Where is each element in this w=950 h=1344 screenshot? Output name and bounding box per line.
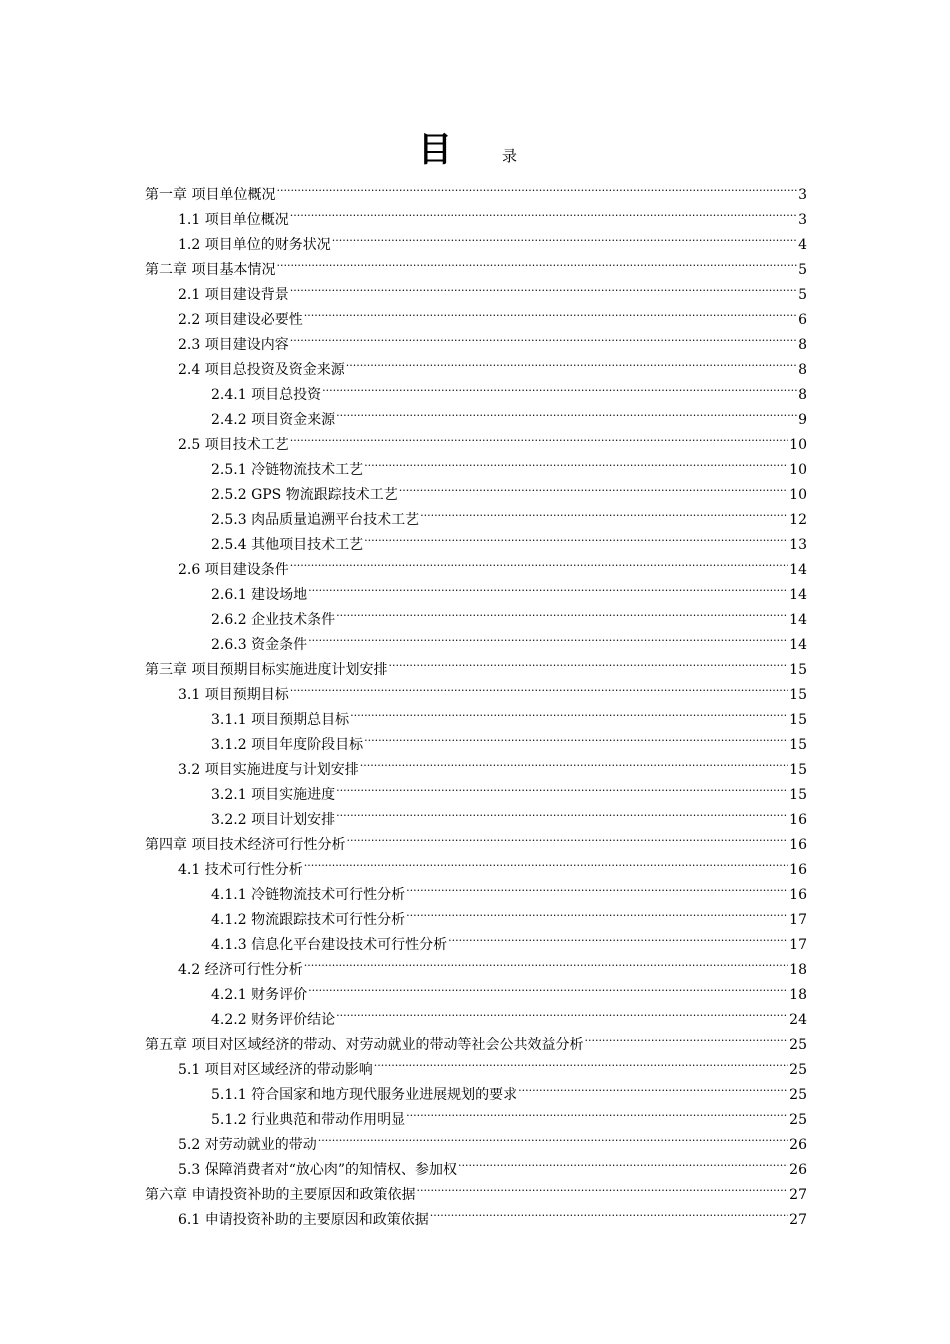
toc-entry-page-number: 16 (789, 862, 807, 878)
toc-entry-page-number: 10 (789, 437, 807, 453)
toc-entry-title: 5.3 保障消费者对“放心肉”的知情权、参加权 (178, 1162, 458, 1178)
toc-entry-title: 2.1 项目建设背景 (178, 287, 289, 303)
toc-entry-title: 2.2 项目建设必要性 (178, 312, 303, 328)
toc-entry-page-number: 26 (789, 1162, 807, 1178)
toc-entry-page-number: 8 (798, 337, 807, 353)
toc-dot-leader (336, 399, 797, 424)
toc-entry-page-number: 25 (789, 1037, 807, 1053)
toc-entry-title: 2.6 项目建设条件 (178, 562, 289, 578)
toc-entry-title: 1.2 项目单位的财务状况 (178, 237, 331, 253)
toc-entry-page-number: 14 (789, 562, 807, 578)
toc-heading-main: 目 (418, 130, 452, 170)
toc-entry-title: 2.4.1 项目总投资 (211, 387, 322, 403)
toc-entry-page-number: 15 (789, 712, 807, 728)
toc-dot-leader (304, 299, 797, 324)
toc-dot-leader (406, 1099, 788, 1124)
toc-dot-leader (318, 1124, 788, 1149)
toc-entry-page-number: 16 (789, 812, 807, 828)
toc-dot-leader (406, 874, 788, 899)
toc-entry-title: 3.1 项目预期目标 (178, 687, 289, 703)
toc-entry-title: 4.1.2 物流跟踪技术可行性分析 (211, 912, 406, 928)
toc-entry-title: 2.4.2 项目资金来源 (211, 412, 336, 428)
toc-entry-title: 5.1 项目对区域经济的带动影响 (178, 1062, 373, 1078)
toc-entry-title: 3.2 项目实施进度与计划安排 (178, 762, 359, 778)
toc-entry-page-number: 17 (789, 937, 807, 953)
toc-entry-page-number: 16 (789, 837, 807, 853)
toc-entry-title: 第二章 项目基本情况 (145, 262, 276, 278)
toc-entry-page-number: 18 (789, 987, 807, 1003)
toc-dot-leader (448, 924, 788, 949)
table-of-contents (145, 174, 807, 1228)
toc-entry-page-number: 14 (789, 637, 807, 653)
toc-entry-title: 4.2.1 财务评价 (211, 987, 308, 1003)
toc-dot-leader (458, 1149, 788, 1174)
toc-dot-leader (388, 649, 788, 674)
toc-entry-page-number: 25 (789, 1112, 807, 1128)
toc-entry-title: 3.2.1 项目实施进度 (211, 787, 336, 803)
toc-dot-leader (290, 274, 797, 299)
toc-dot-leader (420, 499, 788, 524)
toc-entry-page-number: 15 (789, 787, 807, 803)
toc-entry-title: 4.2.2 财务评价结论 (211, 1012, 336, 1028)
toc-entry-page-number: 27 (789, 1187, 807, 1203)
toc-entry-title: 3.2.2 项目计划安排 (211, 812, 336, 828)
toc-entry-title: 3.1.2 项目年度阶段目标 (211, 737, 364, 753)
toc-entry-title: 5.1.1 符合国家和地方现代服务业进展规划的要求 (211, 1087, 518, 1103)
toc-entry-page-number: 3 (798, 212, 807, 228)
toc-entry-title: 2.6.2 企业技术条件 (211, 612, 336, 628)
toc-entry-title: 2.5.1 冷链物流技术工艺 (211, 462, 364, 478)
toc-dot-leader (430, 1199, 788, 1224)
toc-dot-leader (308, 974, 788, 999)
toc-dot-leader (364, 449, 788, 474)
toc-dot-leader (374, 1049, 788, 1074)
toc-dot-leader (360, 749, 788, 774)
toc-entry-page-number: 25 (789, 1062, 807, 1078)
toc-entry-page-number: 27 (789, 1212, 807, 1228)
toc-entry-page-number: 16 (789, 887, 807, 903)
toc-entry-page-number: 18 (789, 962, 807, 978)
toc-entry-title: 2.4 项目总投资及资金来源 (178, 362, 345, 378)
toc-entry-page-number: 5 (798, 262, 807, 278)
toc-entry-page-number: 9 (798, 412, 807, 428)
toc-entry-title: 2.5 项目技术工艺 (178, 437, 289, 453)
toc-entry-page-number: 17 (789, 912, 807, 928)
toc-entry-page-number: 24 (789, 1012, 807, 1028)
toc-entry-page-number: 25 (789, 1087, 807, 1103)
toc-entry-page-number: 13 (789, 537, 807, 553)
toc-dot-leader (322, 374, 797, 399)
toc-entry-page-number: 10 (789, 462, 807, 478)
toc-heading-sub: 录 (502, 147, 518, 165)
toc-entry-page-number: 15 (789, 737, 807, 753)
toc-dot-leader (336, 999, 788, 1024)
toc-dot-leader (350, 699, 788, 724)
toc-entry-page-number: 8 (798, 387, 807, 403)
toc-entry-page-number: 8 (798, 362, 807, 378)
toc-entry-title: 4.1.3 信息化平台建设技术可行性分析 (211, 937, 448, 953)
toc-dot-leader (290, 424, 788, 449)
toc-entry-title: 2.6.3 资金条件 (211, 637, 308, 653)
toc-entry-page-number: 5 (798, 287, 807, 303)
toc-entry-title: 第三章 项目预期目标实施进度计划安排 (145, 662, 388, 678)
toc-entry-title: 第六章 申请投资补助的主要原因和政策依据 (145, 1187, 416, 1203)
toc-dot-leader (304, 849, 788, 874)
toc-dot-leader (336, 774, 788, 799)
toc-entry-page-number: 14 (789, 612, 807, 628)
toc-entry-page-number: 15 (789, 687, 807, 703)
toc-dot-leader (308, 574, 788, 599)
toc-dot-leader (399, 474, 788, 499)
toc-dot-leader (346, 824, 788, 849)
toc-entry-title: 2.6.1 建设场地 (211, 587, 308, 603)
toc-entry-page-number: 4 (798, 237, 807, 253)
toc-entry-page-number: 14 (789, 587, 807, 603)
toc-entry[interactable] (145, 174, 807, 203)
toc-dot-leader (290, 199, 797, 224)
toc-entry-title: 2.3 项目建设内容 (178, 337, 289, 353)
toc-entry-page-number: 15 (789, 662, 807, 678)
toc-entry-title: 5.1.2 行业典范和带动作用明显 (211, 1112, 406, 1128)
toc-dot-leader (416, 1174, 788, 1199)
toc-entry-page-number: 15 (789, 762, 807, 778)
toc-dot-leader (332, 224, 797, 249)
toc-dot-leader (304, 949, 788, 974)
toc-entry-title: 第一章 项目单位概况 (145, 187, 276, 203)
toc-entry-title: 第四章 项目技术经济可行性分析 (145, 837, 346, 853)
toc-entry-title: 6.1 申请投资补助的主要原因和政策依据 (178, 1212, 429, 1228)
toc-dot-leader (336, 599, 788, 624)
toc-entry-title: 5.2 对劳动就业的带动 (178, 1137, 317, 1153)
toc-entry-title: 2.5.3 肉品质量追溯平台技术工艺 (211, 512, 420, 528)
toc-entry-title: 第五章 项目对区域经济的带动、对劳动就业的带动等社会公共效益分析 (145, 1037, 584, 1053)
toc-entry-page-number: 26 (789, 1137, 807, 1153)
toc-entry-page-number: 6 (798, 312, 807, 328)
toc-dot-leader (290, 674, 788, 699)
toc-dot-leader (518, 1074, 788, 1099)
toc-entry-title: 4.1 技术可行性分析 (178, 862, 303, 878)
toc-heading (0, 128, 950, 172)
toc-entry-page-number: 10 (789, 487, 807, 503)
toc-entry-title: 4.1.1 冷链物流技术可行性分析 (211, 887, 406, 903)
toc-dot-leader (308, 624, 788, 649)
toc-dot-leader (364, 724, 788, 749)
toc-entry-title: 1.1 项目单位概况 (178, 212, 289, 228)
toc-entry-title: 2.5.4 其他项目技术工艺 (211, 537, 364, 553)
toc-dot-leader (276, 174, 797, 199)
toc-dot-leader (584, 1024, 788, 1049)
toc-dot-leader (364, 524, 788, 549)
toc-dot-leader (336, 799, 788, 824)
toc-dot-leader (406, 899, 788, 924)
toc-dot-leader (290, 549, 788, 574)
toc-entry-page-number: 12 (789, 512, 807, 528)
toc-dot-leader (346, 349, 797, 374)
toc-entry-title: 3.1.1 项目预期总目标 (211, 712, 350, 728)
toc-dot-leader (276, 249, 797, 274)
toc-entry-title: 4.2 经济可行性分析 (178, 962, 303, 978)
toc-dot-leader (290, 324, 797, 349)
toc-entry-title: 2.5.2 GPS 物流跟踪技术工艺 (211, 487, 398, 503)
toc-entry-page-number: 3 (798, 187, 807, 203)
